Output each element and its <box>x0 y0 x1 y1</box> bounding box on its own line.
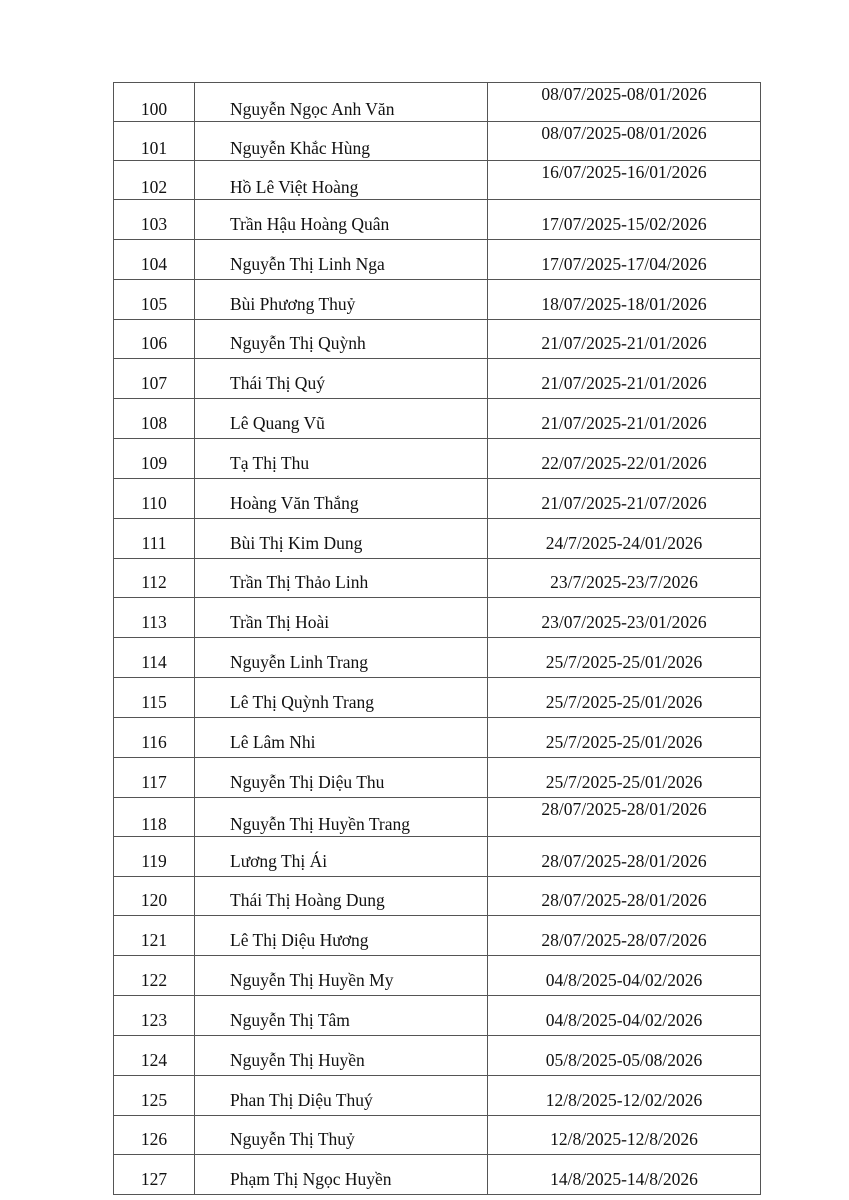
roster-body <box>114 83 761 1195</box>
row-number: 121 <box>114 916 195 956</box>
person-name: Lê Thị Quỳnh Trang <box>195 678 488 718</box>
row-number: 104 <box>114 239 195 279</box>
person-name: Lê Lâm Nhi <box>195 717 488 757</box>
row-number: 117 <box>114 757 195 797</box>
table-row <box>114 598 761 638</box>
person-name: Phạm Thị Ngọc Huyền <box>195 1155 488 1195</box>
person-name: Lương Thị Ái <box>195 836 488 876</box>
person-name: Lê Thị Diệu Hương <box>195 916 488 956</box>
date-range: 22/07/2025-22/01/2026 <box>488 439 761 479</box>
date-range: 08/07/2025-08/01/2026 <box>488 122 761 161</box>
table-row <box>114 1115 761 1155</box>
date-range: 08/07/2025-08/01/2026 <box>488 83 761 122</box>
person-name: Hoàng Văn Thắng <box>195 478 488 518</box>
person-name: Bùi Phương Thuỷ <box>195 279 488 319</box>
date-range: 16/07/2025-16/01/2026 <box>488 161 761 200</box>
row-number: 105 <box>114 279 195 319</box>
table-row <box>114 319 761 359</box>
date-range: 21/07/2025-21/07/2026 <box>488 478 761 518</box>
date-range: 12/8/2025-12/02/2026 <box>488 1075 761 1115</box>
row-number: 113 <box>114 598 195 638</box>
table-row <box>114 638 761 678</box>
person-name: Nguyễn Khắc Hùng <box>195 122 488 161</box>
table-row <box>114 757 761 797</box>
date-range: 25/7/2025-25/01/2026 <box>488 717 761 757</box>
table-row <box>114 956 761 996</box>
table-row <box>114 1155 761 1195</box>
person-name: Nguyễn Thị Huyền My <box>195 956 488 996</box>
table-row <box>114 558 761 598</box>
row-number: 124 <box>114 1035 195 1075</box>
row-number: 114 <box>114 638 195 678</box>
person-name: Nguyễn Linh Trang <box>195 638 488 678</box>
date-range: 28/07/2025-28/01/2026 <box>488 836 761 876</box>
row-number: 109 <box>114 439 195 479</box>
table-row <box>114 122 761 161</box>
date-range: 14/8/2025-14/8/2026 <box>488 1155 761 1195</box>
table-row <box>114 439 761 479</box>
row-number: 111 <box>114 518 195 558</box>
person-name: Phan Thị Diệu Thuý <box>195 1075 488 1115</box>
date-range: 21/07/2025-21/01/2026 <box>488 359 761 399</box>
table-row <box>114 478 761 518</box>
row-number: 101 <box>114 122 195 161</box>
table-row <box>114 836 761 876</box>
person-name: Trần Thị Hoài <box>195 598 488 638</box>
person-name: Nguyễn Thị Tâm <box>195 996 488 1036</box>
table-row <box>114 797 761 836</box>
table-row <box>114 518 761 558</box>
date-range: 17/07/2025-15/02/2026 <box>488 200 761 240</box>
date-range: 28/07/2025-28/07/2026 <box>488 916 761 956</box>
person-name: Trần Hậu Hoàng Quân <box>195 200 488 240</box>
person-name: Nguyễn Thị Diệu Thu <box>195 757 488 797</box>
table-row <box>114 1035 761 1075</box>
row-number: 107 <box>114 359 195 399</box>
row-number: 115 <box>114 678 195 718</box>
person-name: Nguyễn Thị Huyền <box>195 1035 488 1075</box>
date-range: 04/8/2025-04/02/2026 <box>488 996 761 1036</box>
row-number: 102 <box>114 161 195 200</box>
date-range: 23/07/2025-23/01/2026 <box>488 598 761 638</box>
roster-table <box>113 82 761 1195</box>
date-range: 21/07/2025-21/01/2026 <box>488 319 761 359</box>
table-row <box>114 161 761 200</box>
date-range: 25/7/2025-25/01/2026 <box>488 678 761 718</box>
person-name: Nguyễn Thị Thuỷ <box>195 1115 488 1155</box>
row-number: 123 <box>114 996 195 1036</box>
date-range: 05/8/2025-05/08/2026 <box>488 1035 761 1075</box>
person-name: Hồ Lê Việt Hoàng <box>195 161 488 200</box>
table-row <box>114 83 761 122</box>
row-number: 126 <box>114 1115 195 1155</box>
date-range: 18/07/2025-18/01/2026 <box>488 279 761 319</box>
table-row <box>114 916 761 956</box>
table-row <box>114 1075 761 1115</box>
row-number: 122 <box>114 956 195 996</box>
person-name: Trần Thị Thảo Linh <box>195 558 488 598</box>
table-row <box>114 717 761 757</box>
row-number: 118 <box>114 797 195 836</box>
table-row <box>114 399 761 439</box>
person-name: Bùi Thị Kim Dung <box>195 518 488 558</box>
row-number: 127 <box>114 1155 195 1195</box>
date-range: 12/8/2025-12/8/2026 <box>488 1115 761 1155</box>
date-range: 21/07/2025-21/01/2026 <box>488 399 761 439</box>
person-name: Nguyễn Thị Huyền Trang <box>195 797 488 836</box>
person-name: Nguyễn Thị Quỳnh <box>195 319 488 359</box>
person-name: Nguyễn Ngọc Anh Văn <box>195 83 488 122</box>
table-row <box>114 678 761 718</box>
row-number: 125 <box>114 1075 195 1115</box>
date-range: 04/8/2025-04/02/2026 <box>488 956 761 996</box>
row-number: 106 <box>114 319 195 359</box>
row-number: 116 <box>114 717 195 757</box>
table-row <box>114 996 761 1036</box>
date-range: 24/7/2025-24/01/2026 <box>488 518 761 558</box>
date-range: 28/07/2025-28/01/2026 <box>488 797 761 836</box>
row-number: 110 <box>114 478 195 518</box>
date-range: 23/7/2025-23/7/2026 <box>488 558 761 598</box>
table-row <box>114 200 761 240</box>
row-number: 108 <box>114 399 195 439</box>
row-number: 100 <box>114 83 195 122</box>
table-row <box>114 876 761 916</box>
person-name: Thái Thị Quý <box>195 359 488 399</box>
row-number: 103 <box>114 200 195 240</box>
person-name: Thái Thị Hoàng Dung <box>195 876 488 916</box>
row-number: 119 <box>114 836 195 876</box>
table-row <box>114 239 761 279</box>
person-name: Tạ Thị Thu <box>195 439 488 479</box>
row-number: 112 <box>114 558 195 598</box>
person-name: Nguyễn Thị Linh Nga <box>195 239 488 279</box>
date-range: 28/07/2025-28/01/2026 <box>488 876 761 916</box>
row-number: 120 <box>114 876 195 916</box>
date-range: 25/7/2025-25/01/2026 <box>488 757 761 797</box>
date-range: 25/7/2025-25/01/2026 <box>488 638 761 678</box>
table-row <box>114 279 761 319</box>
table-row <box>114 359 761 399</box>
date-range: 17/07/2025-17/04/2026 <box>488 239 761 279</box>
person-name: Lê Quang Vũ <box>195 399 488 439</box>
